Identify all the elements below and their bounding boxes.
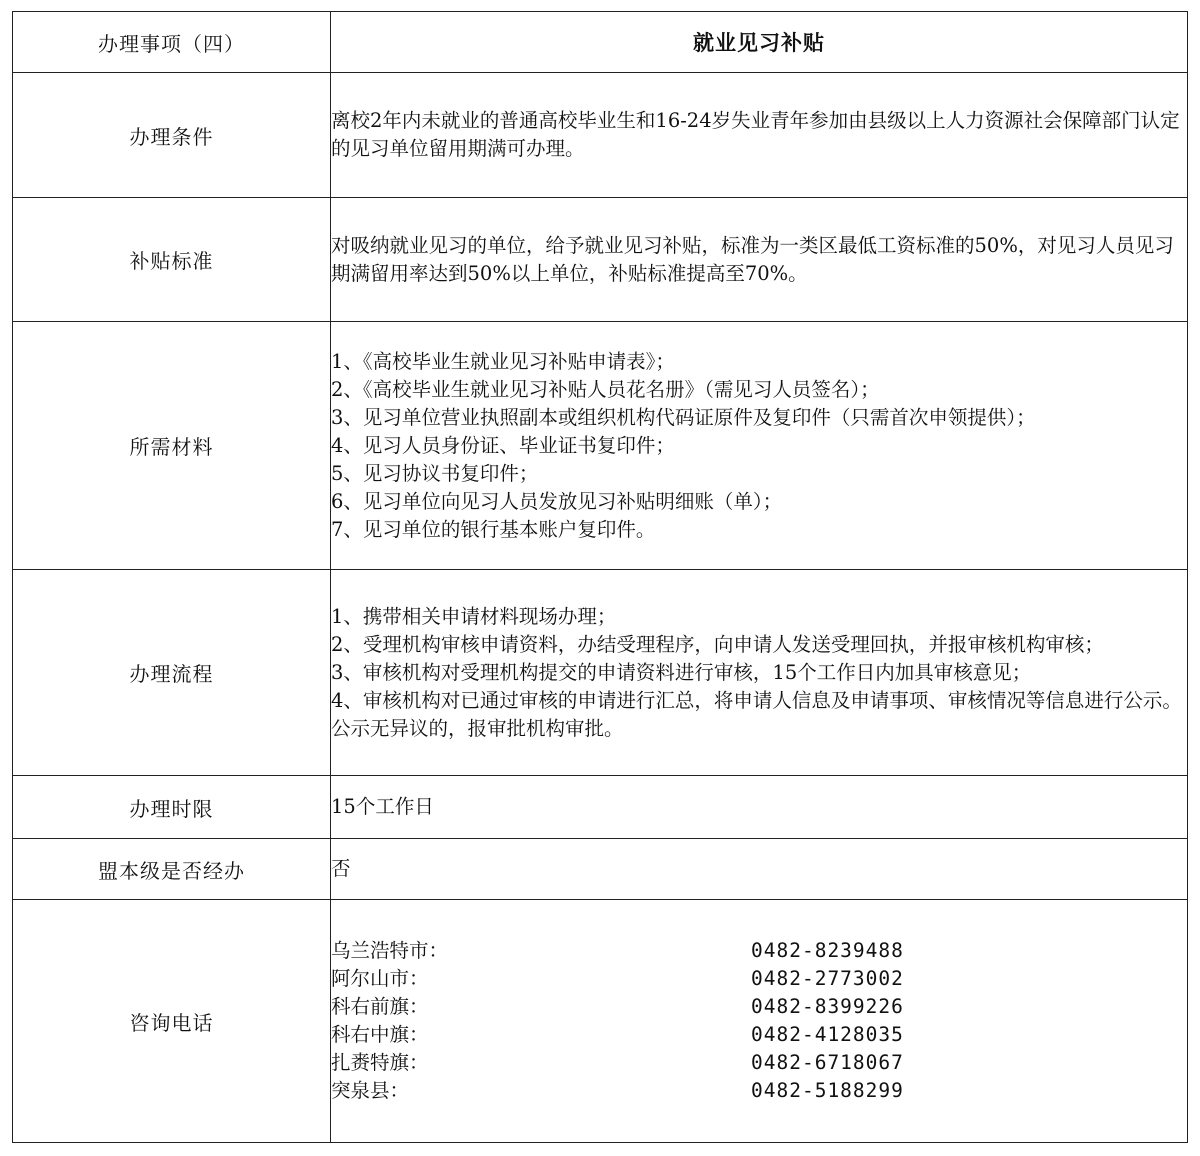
list-item: 4、审核机构对已通过审核的申请进行汇总，将申请人信息及申请事项、审核情况等信息进行公示。公示无异议的，报审批机构审批。 bbox=[331, 688, 1182, 740]
row-label: 办理时限 bbox=[13, 776, 331, 839]
list-item: 2、受理机构审核申请资料，办结受理程序，向申请人发送受理回执，并报审核机构审核； bbox=[331, 632, 1104, 656]
content-line: 对吸纳就业见习的单位，给予就业见习补贴，标准为一类区最低工资标准的50%，对见习人员见习期满留用率达到50%以上单位，补贴标准提高至70%。 bbox=[331, 233, 1174, 285]
row-content bbox=[331, 322, 1188, 570]
contact-row bbox=[331, 1049, 1187, 1077]
contact-phone: 0482-6718067 bbox=[751, 1051, 904, 1074]
contact-phone: 0482-4128035 bbox=[751, 1023, 904, 1046]
contact-region: 科右前旗： bbox=[331, 995, 429, 1018]
list-item: 1、携带相关申请材料现场办理； bbox=[331, 604, 617, 628]
contact-row bbox=[331, 937, 1187, 965]
page-title: 就业见习补贴 bbox=[331, 12, 1188, 73]
row-content bbox=[331, 570, 1188, 776]
list-item: 1、《高校毕业生就业见习补贴申请表》； bbox=[331, 349, 675, 373]
list-item: 2、《高校毕业生就业见习补贴人员花名册》（需见习人员签名）； bbox=[331, 377, 880, 401]
contact-phone: 0482-2773002 bbox=[751, 967, 904, 990]
row-label: 所需材料 bbox=[13, 322, 331, 570]
list-item: 4、见习人员身份证、毕业证书复印件； bbox=[331, 433, 675, 457]
row-contacts bbox=[13, 900, 1188, 1143]
row-standard bbox=[13, 198, 1188, 322]
list-item: 3、见习单位营业执照副本或组织机构代码证原件及复印件（只需首次申领提供）； bbox=[331, 405, 1036, 429]
row-label: 补贴标准 bbox=[13, 198, 331, 322]
content-line: 离校2年内未就业的普通高校毕业生和16-24岁失业青年参加由县级以上人力资源社会保障部门认定的见习单位留用期满可办理。 bbox=[331, 109, 1180, 160]
contact-phone: 0482-8399226 bbox=[751, 995, 904, 1018]
contact-region: 科右中旗： bbox=[331, 1023, 429, 1046]
service-item-table bbox=[12, 11, 1188, 1143]
list-item: 7、见习单位的银行基本账户复印件。 bbox=[331, 517, 656, 541]
row-time-limit bbox=[13, 776, 1188, 839]
row-label: 咨询电话 bbox=[13, 900, 331, 1143]
header-label: 办理事项（四） bbox=[13, 12, 331, 73]
contact-row bbox=[331, 1077, 1187, 1105]
contact-region: 突泉县： bbox=[331, 1079, 410, 1102]
contact-region: 阿尔山市： bbox=[331, 967, 429, 990]
contact-phone: 0482-8239488 bbox=[751, 939, 904, 962]
row-materials bbox=[13, 322, 1188, 570]
row-process bbox=[13, 570, 1188, 776]
contact-list bbox=[331, 900, 1188, 1143]
contact-row bbox=[331, 993, 1187, 1021]
row-content bbox=[331, 73, 1188, 198]
row-content bbox=[331, 198, 1188, 322]
contact-phone: 0482-5188299 bbox=[751, 1079, 904, 1102]
list-item: 3、审核机构对受理机构提交的申请资料进行审核，15个工作日内加具审核意见； bbox=[331, 660, 1032, 684]
contact-row bbox=[331, 965, 1187, 993]
row-league-handled bbox=[13, 839, 1188, 900]
list-item: 5、见习协议书复印件； bbox=[331, 461, 539, 485]
contact-row bbox=[331, 1021, 1187, 1049]
content-line: 否 bbox=[331, 857, 351, 880]
row-label: 办理条件 bbox=[13, 73, 331, 198]
list-item: 6、见习单位向见习人员发放见习补贴明细账（单）； bbox=[331, 489, 783, 513]
row-label: 办理流程 bbox=[13, 570, 331, 776]
contact-region: 扎赉特旗： bbox=[331, 1051, 429, 1074]
content-line: 15个工作日 bbox=[331, 795, 434, 818]
row-content bbox=[331, 776, 1188, 839]
row-conditions bbox=[13, 73, 1188, 198]
header-row bbox=[13, 12, 1188, 73]
row-content bbox=[331, 839, 1188, 900]
contact-region: 乌兰浩特市： bbox=[331, 939, 449, 962]
row-label: 盟本级是否经办 bbox=[13, 839, 331, 900]
